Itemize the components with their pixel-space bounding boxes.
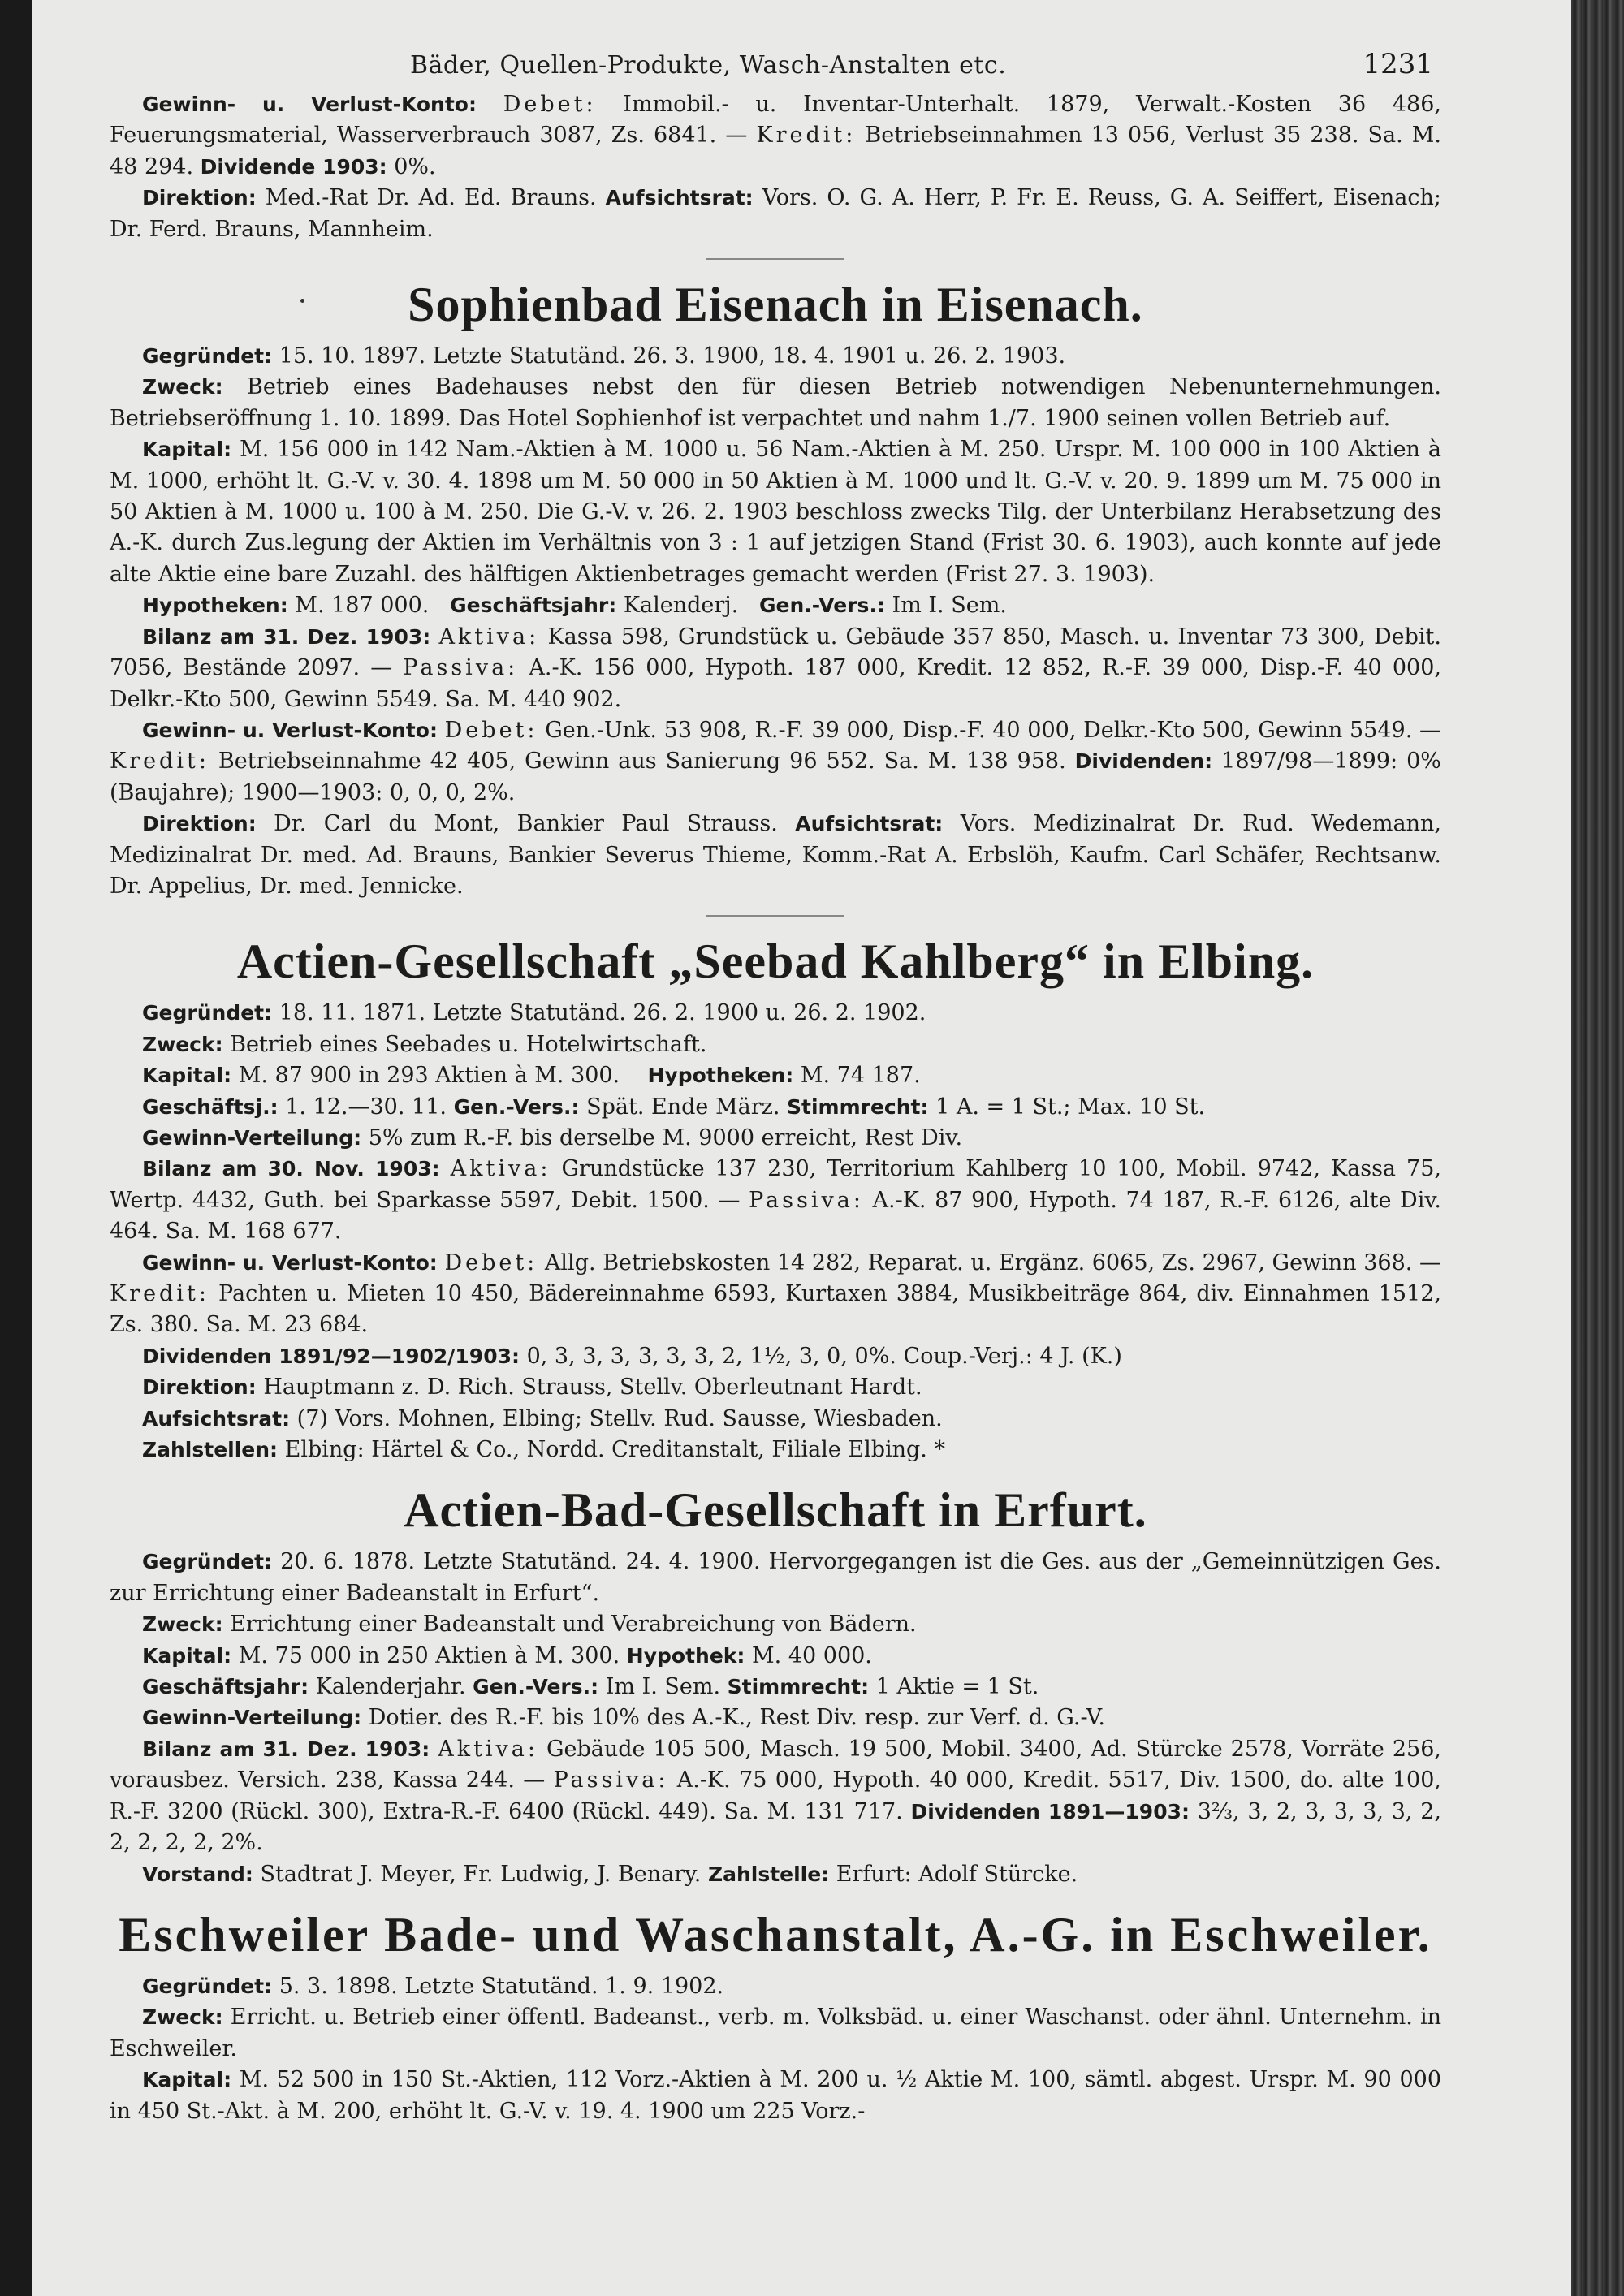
zweck-paragraph (110, 1029, 1441, 1060)
entry-seebad (110, 998, 1441, 1465)
hypotheken-label: Hypotheken: (142, 593, 288, 618)
gegruendet-paragraph (110, 341, 1441, 372)
dividende-label: Dividende 1903: (200, 154, 387, 179)
aktiva-text: Kassa 598, Grundstück u. Gebäude 357 850, Masch. u. Inventar 73 300, Debit. 7056, Bestände 2097. — (110, 624, 1441, 681)
hypotheken-text: M. 187 000. (295, 593, 430, 619)
genvers-label: Gen.-Vers.: (473, 1675, 599, 1699)
genvers-text: Spät. Ende März. (586, 1094, 780, 1120)
hypotheken-text: M. 74 187. (800, 1063, 921, 1089)
kapital-text: M. 52 500 in 150 St.-Aktien, 112 Vorz.-Aktien à M. 200 u. ½ Aktie M. 100, sämtl. abgest. Urspr. M. 90 000 in 450 St.-Akt. à M. 200, erhöht lt. G.-V. v. 19. 4. 1900 um 225 Vorz.- (110, 2067, 1441, 2124)
guv-paragraph (110, 715, 1441, 809)
kapital-text: M. 75 000 in 250 Aktien à M. 300. (238, 1642, 620, 1668)
passiva-text: A.-K. 156 000, Hypoth. 187 000, Kredit. 12 852, R.-F. 39 000, Disp.-F. 40 000, Delkr.-Kto 500, Gewinn 5549. Sa. M. 440 902. (110, 655, 1441, 712)
aufsichtsrat-text: Vors. O. G. A. Herr, P. Fr. E. Reuss, G. A. Seiffert, Eisenach; Dr. Ferd. Brauns, Mannheim. (110, 185, 1441, 242)
scan-left-edge (0, 0, 32, 2296)
kapital-paragraph (110, 1641, 1441, 1672)
genvers-text: Im I. Sem. (605, 1674, 721, 1700)
kapital-label: Kapital: (142, 438, 232, 462)
gegruendet-text: 15. 10. 1897. Letzte Statutänd. 26. 3. 1900, 18. 4. 1901 u. 26. 2. 1903. (279, 343, 1066, 369)
zweck-label: Zweck: (142, 375, 223, 399)
page-number: 1231 (1363, 48, 1433, 80)
kredit-label: Kredit: (756, 123, 857, 149)
geschaeftsjahr-text: Kalenderj. (623, 593, 739, 619)
stimmrecht-text: 1 A. = 1 St.; Max. 10 St. (935, 1094, 1206, 1120)
guv-text: Immobil.- u. Inventar-Unterhalt. 1879, Verwalt.-Kosten 36 486, Feuerungsmaterial, Wasserverbrauch 3087, Zs. 6841. — (110, 92, 1441, 149)
geschaeftsjahr-paragraph (110, 1672, 1441, 1703)
entry-eschweiler (110, 1971, 1441, 2127)
zahlstellen-paragraph (110, 1435, 1441, 1465)
zweck-paragraph (110, 2002, 1441, 2065)
gewinnverteilung-paragraph (110, 1123, 1441, 1154)
gegruendet-text: 18. 11. 1871. Letzte Statutänd. 26. 2. 1900 u. 26. 2. 1902. (279, 1000, 926, 1026)
debet-label: Debet: (444, 1249, 538, 1275)
dividenden-paragraph (110, 1341, 1441, 1372)
guv-label: Gewinn- u. Verlust-Konto: (142, 718, 438, 742)
guv-kredit-text: Betriebseinnahmen 13 056, Verlust 35 238. Sa. M. 48 294. (110, 123, 1441, 179)
gegruendet-label: Gegründet: (142, 344, 273, 369)
zweck-label: Zweck: (142, 2005, 223, 2030)
kapital-label: Kapital: (142, 2068, 232, 2092)
zweck-text: Erricht. u. Betrieb einer öffentl. Badeanst., verb. m. Volksbäd. u. einer Waschanst. oder ähnl. Unternehm. in Eschweiler. (110, 2005, 1441, 2061)
hypotheken-label: Hypotheken: (647, 1064, 794, 1088)
direktion-paragraph (110, 1372, 1441, 1403)
aufsichtsrat-label: Aufsichtsrat: (795, 812, 944, 836)
zweck-paragraph (110, 1609, 1441, 1640)
gegruendet-label: Gegründet: (142, 1974, 273, 1998)
aktiva-label: Aktiva: (450, 1156, 551, 1182)
gewinnverteilung-label: Gewinn-Verteilung: (142, 1706, 362, 1730)
direktion-label: Direktion: (142, 812, 257, 836)
passiva-text: A.-K. 75 000, Hypoth. 40 000, Kredit. 5517, Div. 1500, do. alte 100, R.-F. 3200 (Rückl. 300), Extra-R.-F. 6400 (Rückl. 449). Sa. M. 131 717. (110, 1767, 1441, 1824)
zweck-label: Zweck: (142, 1032, 223, 1056)
zweck-label: Zweck: (142, 1612, 223, 1637)
aufsichtsrat-text: Vors. Medizinalrat Dr. Rud. Wedemann, Medizinalrat Dr. med. Ad. Brauns, Bankier Severus Thieme, Komm.-Rat A. Erbslöh, Kaufm. Carl Schäfer, Rechtsanw. Dr. Appelius, Dr. med. Jennicke. (110, 811, 1441, 899)
dividenden-text: 3⅔, 3, 2, 3, 3, 3, 3, 2, 2, 2, 2, 2, 2%. (110, 1798, 1441, 1856)
gegruendet-label: Gegründet: (142, 1001, 273, 1025)
geschaeftsjahr-text: Kalenderjahr. (315, 1674, 466, 1700)
direktion-text: Hauptmann z. D. Rich. Strauss, Stellv. Oberleutnant Hardt. (263, 1375, 922, 1400)
zweck-text: Errichtung einer Badeanstalt und Verabreichung von Bädern. (230, 1612, 917, 1638)
stimmrecht-label: Stimmrecht: (787, 1094, 929, 1119)
kredit-text: Pachten u. Mieten 10 450, Bädereinnahme 6593, Kurtaxen 3884, Musikbeiträge 864, div. Einnahmen 1512, Zs. 380. Sa. M. 23 684. (110, 1281, 1441, 1338)
aufsichtsrat-paragraph (110, 1404, 1441, 1435)
company-heading-sophienbad: Sophienbad Eisenach in Eisenach. (408, 278, 1143, 332)
passiva-label: Passiva: (553, 1767, 669, 1793)
direktion-paragraph (110, 183, 1441, 245)
stimmrecht-text: 1 Aktie = 1 St. (875, 1674, 1039, 1700)
direktion-text: Dr. Carl du Mont, Bankier Paul Strauss. (274, 811, 778, 837)
gewinnverteilung-paragraph (110, 1703, 1441, 1733)
direktion-text: Med.-Rat Dr. Ad. Ed. Brauns. (265, 185, 597, 211)
dividenden-text: 1897/98—1899: 0% (Baujahre); 1900—1903: 0, 0, 0, 2%. (110, 749, 1441, 805)
company-heading-erfurt: Actien-Bad-Gesellschaft in Erfurt. (404, 1483, 1147, 1538)
bilanz-paragraph (110, 1154, 1441, 1247)
aufsichtsrat-label: Aufsichtsrat: (142, 1406, 291, 1431)
guv-label: Gewinn- u. Verlust-Konto: (142, 1250, 438, 1275)
gewinnverteilung-label: Gewinn-Verteilung: (142, 1125, 362, 1150)
guv-paragraph (110, 1248, 1441, 1341)
dividende-value: 0%. (394, 153, 436, 179)
kapital-label: Kapital: (142, 1643, 232, 1668)
geschaeftsj-label: Geschäftsj.: (142, 1094, 279, 1119)
kredit-text: Betriebseinnahme 42 405, Gewinn aus Sanierung 96 552. Sa. M. 138 958. (218, 749, 1066, 775)
geschaeftsj-paragraph (110, 1092, 1441, 1123)
geschaeftsj-text: 1. 12.—30. 11. (285, 1094, 447, 1120)
hypothek-label: Hypothek: (626, 1643, 745, 1668)
book-page (32, 0, 1571, 2296)
direktion-label: Direktion: (142, 186, 257, 210)
debet-label: Debet: (444, 717, 538, 743)
hypotheken-paragraph (110, 590, 1441, 621)
passiva-text: A.-K. 87 900, Hypoth. 74 187, R.-F. 6126, alte Div. 464. Sa. M. 168 677. (110, 1187, 1441, 1245)
kapital-label: Kapital: (142, 1064, 232, 1088)
entry-erfurt (110, 1547, 1441, 1889)
geschaeftsjahr-label: Geschäftsjahr: (142, 1675, 309, 1699)
gegruendet-label: Gegründet: (142, 1550, 273, 1574)
geschaeftsjahr-label: Geschäftsjahr: (450, 593, 617, 618)
zahlstelle-text: Erfurt: Adolf Stürcke. (836, 1861, 1078, 1887)
section-divider (706, 915, 844, 917)
zweck-text: Betrieb eines Seebades u. Hotelwirtschaft. (230, 1031, 707, 1057)
zahlstellen-label: Zahlstellen: (142, 1438, 279, 1462)
zahlstellen-text: Elbing: Härtel & Co., Nordd. Creditanstalt, Filiale Elbing. * (284, 1437, 945, 1463)
bilanz-label: Bilanz am 31. Dez. 1903: (142, 624, 431, 649)
debet-text: Allg. Betriebskosten 14 282, Reparat. u. Ergänz. 6065, Zs. 2967, Gewinn 368. — (544, 1249, 1441, 1275)
vorstand-text: Stadtrat J. Meyer, Fr. Ludwig, J. Benary. (260, 1861, 702, 1887)
kapital-text: M. 87 900 in 293 Aktien à M. 300. (238, 1063, 620, 1089)
bilanz-paragraph (110, 622, 1441, 715)
running-head-title: Bäder, Quellen-Produkte, Wasch-Anstalten etc. (410, 51, 1007, 80)
genvers-text: Im I. Sem. (892, 593, 1007, 619)
guv-paragraph (110, 89, 1441, 183)
bilanz-paragraph (110, 1734, 1441, 1859)
section-divider (706, 258, 844, 260)
bilanz-label: Bilanz am 30. Nov. 1903: (142, 1157, 440, 1181)
aufsichtsrat-text: (7) Vors. Mohnen, Elbing; Stellv. Rud. Sausse, Wiesbaden. (296, 1405, 943, 1431)
company-heading-seebad: Actien-Gesellschaft „Seebad Kahlberg“ in Elbing. (236, 934, 1315, 989)
aktiva-text: Gebäude 105 500, Masch. 19 500, Mobil. 3400, Ad. Stürcke 2578, Vorräte 256, vorausbez. Versich. 238, Kassa 244. — (110, 1736, 1441, 1793)
aktiva-text: Grundstücke 137 230, Territorium Kahlberg 10 100, Mobil. 9742, Kassa 75, Wertp. 4432, Guth. bei Sparkasse 5597, Debit. 1500. — (110, 1156, 1441, 1213)
dividenden-label: Dividenden 1891—1903: (910, 1799, 1190, 1823)
vorstand-label: Vorstand: (142, 1862, 253, 1886)
dividenden-text: 0, 3, 3, 3, 3, 3, 3, 2, 1½, 3, 0, 0%. (526, 1343, 896, 1369)
kapital-text: M. 156 000 in 142 Nam.-Aktien à M. 1000 u. 56 Nam.-Aktien à M. 250. Urspr. M. 100 000 in 100 Aktien à M. 1000, erhöht lt. G.-V. v. 30. 4. 1898 um M. 50 000 in 50 Aktien à M. 1000 und lt. G.-V. v. 20. 9. 1899 um M. 75 000 in 50 Aktien à M. 1000 u. 100 à M. 250. Die G.-V. v. 26. 2. 1903 beschloss zwecks Tilg. der Unterbilanz Herabsetzung des A.-K. durch Zus.legung der Aktien im Verhältnis von 3 : 1 auf jetzigen Stand (Frist 30. 6. 1903), auch konnte auf jede alte Aktie eine bare Zuzahl. des hälftigen Aktienbetrages gemacht werden (Frist 27. 3. 1903). (110, 437, 1441, 587)
vorstand-paragraph (110, 1859, 1441, 1890)
entry-sophienbad (110, 341, 1441, 902)
dividenden-label: Dividenden: (1074, 749, 1213, 774)
book-spine-edge (1571, 0, 1624, 2296)
company-heading-eschweiler: Eschweiler Bade- und Waschanstalt, A.-G. in Eschweiler. (119, 1907, 1432, 1962)
hypothek-text: M. 40 000. (752, 1642, 872, 1668)
dividenden-label: Dividenden 1891/92—1902/1903: (142, 1344, 520, 1368)
stimmrecht-label: Stimmrecht: (727, 1675, 870, 1699)
bilanz-label: Bilanz am 31. Dez. 1903: (142, 1737, 430, 1761)
gegruendet-text: 20. 6. 1878. Letzte Statutänd. 24. 4. 1900. Hervorgegangen ist die Ges. aus der „Gemeinnützigen Ges. zur Errichtung einer Badeanstalt in Erfurt“. (110, 1549, 1441, 1606)
genvers-label: Gen.-Vers.: (758, 593, 885, 618)
zweck-text: Betrieb eines Badehauses nebst den für diesen Betrieb notwendigen Nebenunternehmungen. Betriebseröffnung 1. 10. 1899. Das Hotel Sophienhof ist verpachtet und nahm 1./7. 1900 seinen vollen Betrieb auf. (110, 374, 1441, 431)
gegruendet-paragraph (110, 1547, 1441, 1609)
guv-label: Gewinn- u. Verlust-Konto: (142, 93, 477, 116)
kapital-paragraph (110, 1060, 1441, 1091)
passiva-label: Passiva: (403, 655, 519, 681)
gegruendet-paragraph (110, 998, 1441, 1029)
entry-continuation (110, 89, 1441, 245)
zahlstelle-label: Zahlstelle: (707, 1862, 830, 1886)
running-head (110, 41, 1441, 89)
kapital-paragraph (110, 2065, 1441, 2127)
debet-label: Debet: (503, 92, 597, 117)
kapital-paragraph (110, 434, 1441, 590)
gegruendet-text: 5. 3. 1898. Letzte Statutänd. 1. 9. 1902. (279, 1973, 724, 1999)
aufsichtsrat-label: Aufsichtsrat: (605, 186, 754, 210)
kredit-label: Kredit: (110, 749, 209, 775)
aktiva-label: Aktiva: (438, 624, 540, 650)
kredit-label: Kredit: (110, 1281, 209, 1306)
gewinnverteilung-text: Dotier. des R.-F. bis 10% des A.-K., Rest Div. resp. zur Verf. d. G.-V. (368, 1705, 1106, 1731)
gewinnverteilung-text: 5% zum R.-F. bis derselbe M. 9000 erreicht, Rest Div. (368, 1124, 963, 1150)
direktion-paragraph (110, 809, 1441, 902)
genvers-label: Gen.-Vers.: (453, 1094, 580, 1119)
coup-text: Coup.-Verj.: 4 J. (K.) (903, 1343, 1122, 1369)
debet-text: Gen.-Unk. 53 908, R.-F. 39 000, Disp.-F. 40 000, Delkr.-Kto 500, Gewinn 5549. — (545, 717, 1441, 743)
passiva-label: Passiva: (749, 1187, 864, 1213)
direktion-label: Direktion: (142, 1375, 257, 1400)
aktiva-label: Aktiva: (438, 1736, 538, 1762)
gegruendet-paragraph (110, 1971, 1441, 2002)
page-content (110, 41, 1441, 2127)
zweck-paragraph (110, 372, 1441, 434)
